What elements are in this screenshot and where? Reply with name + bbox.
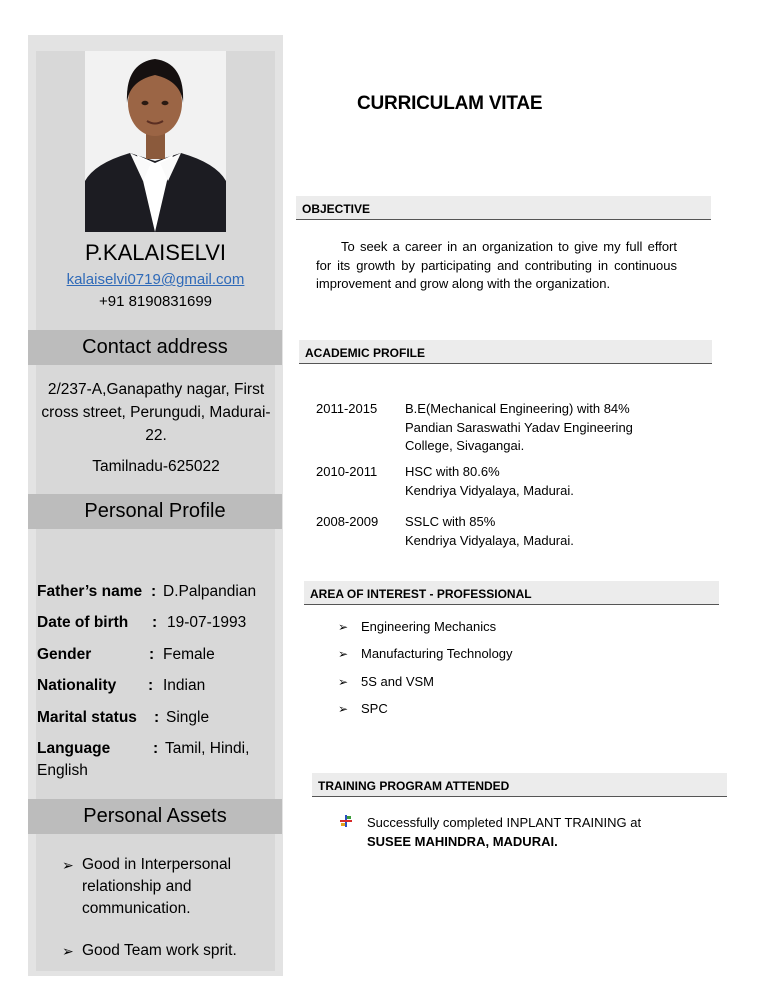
academic-line: Kendriya Vidyalaya, Madurai.	[405, 532, 574, 548]
arrow-bullet-icon: ➢	[62, 857, 74, 873]
document-title: CURRICULAM VITAE	[357, 93, 543, 114]
area-of-interest-heading: AREA OF INTEREST - PROFESSIONAL	[304, 581, 719, 605]
interest-text: Engineering Mechanics	[361, 619, 497, 634]
asset-item	[62, 854, 272, 920]
profile-label: Language	[37, 740, 111, 757]
academic-line: B.E(Mechanical Engineering) with 84%	[405, 401, 630, 416]
interest-text: SPC	[361, 701, 388, 716]
training-company-city: MADURAI.	[492, 834, 558, 849]
profile-row-nationality	[37, 675, 277, 697]
arrow-bullet-icon: ➢	[338, 647, 349, 661]
training-text-block	[367, 813, 678, 851]
personal-assets-heading: Personal Assets	[28, 799, 282, 834]
academic-profile-heading: ACADEMIC PROFILE	[299, 340, 712, 364]
profile-photo	[85, 51, 226, 232]
profile-value: 19-07-1993	[167, 614, 247, 631]
academic-line: HSC with 80.6%	[405, 464, 500, 479]
contact-address-heading: Contact address	[28, 330, 282, 365]
academic-year: 2010-2011	[316, 464, 378, 479]
profile-value: Female	[163, 646, 215, 663]
interest-text: 5S and VSM	[361, 674, 434, 689]
profile-colon: :	[151, 583, 157, 600]
interest-item	[338, 674, 434, 689]
profile-colon: :	[152, 614, 158, 631]
profile-row-language	[37, 738, 277, 782]
profile-value: D.Palpandian	[163, 583, 257, 600]
address-text: 2/237-A,Ganapathy nagar, First cross street, Perungudi, Madurai-22.	[41, 381, 271, 444]
academic-year: 2008-2009	[316, 514, 379, 529]
colorful-bullet-icon	[340, 815, 352, 827]
interest-item	[338, 701, 388, 716]
arrow-bullet-icon: ➢	[62, 943, 74, 959]
profile-label: Father’s name	[37, 583, 143, 600]
training-heading: TRAINING PROGRAM ATTENDED	[312, 773, 727, 797]
academic-year: 2011-2015	[316, 401, 378, 416]
profile-colon: :	[153, 740, 159, 757]
asset-item	[62, 940, 272, 962]
academic-line: SSLC with 85%	[405, 514, 496, 529]
profile-colon: :	[154, 709, 160, 726]
profile-value: Tamil, Hindi,	[165, 740, 250, 757]
asset-text: Good Team work sprit.	[82, 942, 237, 959]
profile-colon: :	[148, 677, 154, 694]
arrow-bullet-icon: ➢	[338, 702, 349, 716]
profile-value: Single	[166, 709, 210, 726]
profile-label: Gender	[37, 646, 92, 663]
profile-label: Nationality	[37, 677, 117, 694]
phone-number: +91 8190831699	[98, 293, 213, 310]
training-company	[367, 834, 558, 849]
arrow-bullet-icon: ➢	[338, 675, 349, 689]
training-text: Successfully completed INPLANT TRAINING at	[367, 815, 642, 830]
academic-desc	[405, 513, 665, 550]
profile-row-dob	[37, 612, 277, 634]
objective-text: To seek a career in an organization to give my full effort for its growth by participating and contributing in continuous improvement and grow along with the organization.	[316, 239, 677, 291]
objective-heading: OBJECTIVE	[296, 196, 711, 220]
profile-value: Indian	[163, 677, 206, 694]
candidate-name: P.KALAISELVI	[84, 240, 227, 265]
profile-row-marital	[37, 707, 277, 729]
academic-line: Pandian Saraswathi Yadav Engineering	[405, 419, 633, 435]
profile-row-father	[37, 581, 277, 603]
personal-profile-heading: Personal Profile	[28, 494, 282, 529]
interest-item	[338, 619, 496, 634]
asset-text: Good in Interpersonal relationship and communication.	[82, 856, 232, 917]
profile-label: Marital status	[37, 709, 137, 726]
address-state: Tamilnadu-625022	[92, 458, 220, 475]
email-link[interactable]: kalaiselvi0719@gmail.com	[66, 271, 245, 288]
profile-row-gender	[37, 644, 277, 666]
profile-label: Date of birth	[37, 614, 129, 631]
profile-colon: :	[149, 646, 155, 663]
profile-photo-illustration	[85, 51, 226, 232]
academic-desc	[405, 463, 665, 500]
interest-item	[338, 646, 513, 661]
interest-text: Manufacturing Technology	[361, 646, 513, 661]
training-company-name: SUSEE MAHINDRA	[367, 834, 486, 849]
arrow-bullet-icon: ➢	[338, 620, 349, 634]
academic-line: Kendriya Vidyalaya, Madurai.	[405, 482, 574, 498]
profile-value-continuation: English	[37, 762, 88, 779]
academic-line: College, Sivagangai.	[405, 438, 525, 453]
training-separator: ,	[485, 834, 493, 849]
training-item	[340, 813, 678, 851]
academic-desc	[405, 400, 665, 456]
